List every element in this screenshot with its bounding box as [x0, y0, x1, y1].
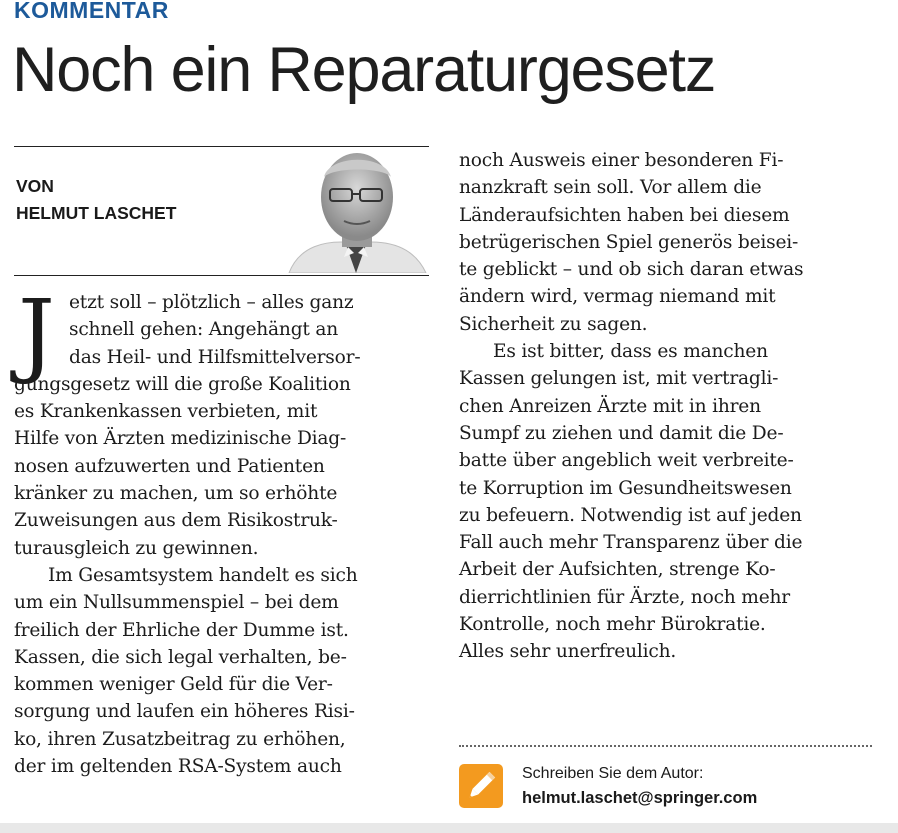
text-line: Alles sehr unerfreulich. [459, 641, 677, 663]
article-column-left [14, 280, 429, 780]
text-line: Fall auch mehr Transparenz über die [459, 532, 803, 554]
pencil-icon [459, 764, 503, 808]
text-line: schnell gehen: Angehängt an [69, 319, 339, 341]
text-line: Kassen gelungen ist, mit vertragli- [459, 368, 779, 390]
text-line: batte über angeblich weit verbreite- [459, 450, 794, 472]
byline-box [14, 146, 429, 276]
author-email-link[interactable]: helmut.laschet@springer.com [522, 789, 758, 807]
text-line: kränker zu machen, um so erhöhte [14, 483, 338, 505]
text-line: Hilfe von Ärzten medizinische Diag- [14, 428, 347, 450]
text-line: Sicherheit zu sagen. [459, 313, 648, 335]
byline [16, 173, 176, 227]
text-line: chen Anreizen Ärzte mit in ihren [459, 395, 761, 417]
text-line: der im geltenden RSA-System auch [14, 756, 342, 778]
text-line: das Heil- und Hilfsmittelversor- [69, 346, 361, 368]
text-line: nosen aufzuwerten und Patienten [14, 455, 325, 477]
text-line: Zuweisungen aus dem Risikostruk- [14, 510, 338, 532]
text-line: te geblickt – und ob sich daran etwas [459, 259, 804, 281]
text-line: dierrichtlinien für Ärzte, noch mehr [459, 586, 790, 608]
text-line: ko, ihren Zusatzbeitrag zu erhöhen, [14, 728, 346, 750]
article-column-right [459, 147, 879, 666]
text-line: Es ist bitter, dass es manchen [493, 341, 768, 363]
text-line: turausgleich zu gewinnen. [14, 537, 259, 559]
text-line: Kontrolle, noch mehr Bürokratie. [459, 614, 766, 636]
text-line: kommen weniger Geld für die Ver- [14, 674, 333, 696]
headline: Noch ein Reparaturgesetz [12, 35, 716, 105]
text-line: Kassen, die sich legal verhalten, be- [14, 646, 347, 668]
divider [459, 745, 872, 747]
text-line: freilich der Ehrliche der Dumme ist. [14, 619, 349, 641]
page-bottom-strip [0, 823, 898, 833]
text-line: zu befeuern. Notwendig ist auf jeden [459, 504, 802, 526]
text-line: gungsgesetz will die große Koalition [14, 373, 351, 395]
text-line: etzt soll – plötzlich – alles ganz [69, 292, 354, 313]
dropcap: J [18, 280, 55, 387]
text-line: te Korruption im Gesundheitswesen [459, 477, 792, 499]
byline-author: HELMUT LASCHET [16, 203, 177, 223]
text-line: Im Gesamtsystem handelt es sich [48, 564, 358, 586]
author-portrait [284, 147, 429, 273]
text-line: ändern wird, vermag niemand mit [459, 286, 776, 308]
text-line: um ein Nullsummenspiel – bei dem [14, 592, 339, 614]
text-line: noch Ausweis einer besonderen Fi- [459, 150, 784, 171]
contact-label: Schreiben Sie dem Autor: [522, 765, 704, 782]
text-line: sorgung und laufen ein höheres Risi- [14, 701, 355, 723]
text-line: betrügerischen Spiel generös beisei- [459, 231, 799, 253]
text-line: Länderaufsichten haben bei diesem [459, 204, 790, 226]
text-line: es Krankenkassen verbieten, mit [14, 401, 318, 423]
section-kicker: KOMMENTAR [14, 0, 169, 23]
byline-prefix: VON [16, 176, 54, 196]
text-line: nanzkraft sein soll. Vor allem die [459, 177, 762, 199]
text-line: Sumpf zu ziehen und damit die De- [459, 422, 784, 444]
text-line: Arbeit der Aufsichten, strenge Ko- [459, 559, 776, 581]
